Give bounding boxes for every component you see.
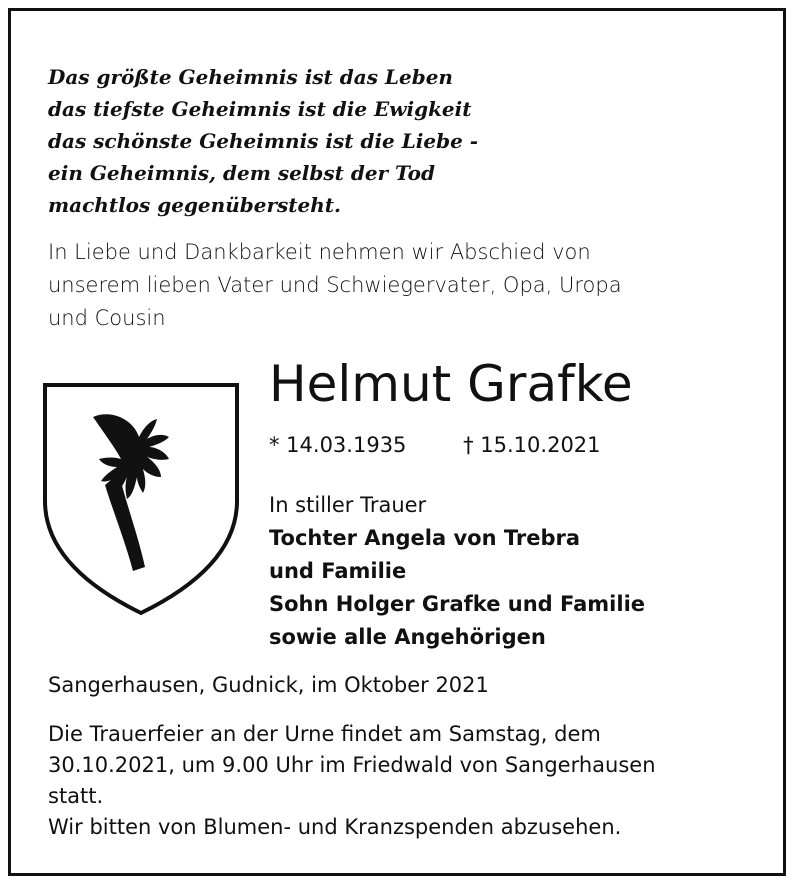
mourner-line: sowie alle Angehörigen [269, 625, 546, 649]
poem [48, 61, 478, 221]
mourner-line: Tochter Angela von Trebra [269, 526, 581, 550]
service-line: Die Trauerfeier an der Urne findet am Samstag, dem [48, 722, 601, 746]
service-line: Wir bitten von Blumen- und Kranzspenden abzusehen. [48, 815, 622, 839]
death-date: † 15.10.2021 [463, 433, 601, 457]
obituary-card [8, 8, 786, 876]
service-line: 30.10.2021, um 9.00 Uhr im Friedwald von Sangerhausen [48, 753, 656, 777]
mourner-line: und Familie [269, 559, 407, 583]
poem-line: ein Geheimnis, dem selbst der Tod [48, 161, 435, 185]
life-dates [269, 433, 601, 457]
place-date: Sangerhausen, Gudnick, im Oktober 2021 [48, 673, 489, 697]
mourners-heading: In stiller Trauer [269, 493, 427, 517]
intro-text [48, 236, 622, 335]
birth-date: * 14.03.1935 [269, 433, 407, 457]
intro-line: unserem lieben Vater und Schwiegervater, Opa, Uropa [48, 273, 622, 297]
poem-line: das tiefste Geheimnis ist die Ewigkeit [48, 97, 472, 121]
mourner-line: Sohn Holger Grafke und Familie [269, 592, 646, 616]
intro-line: und Cousin [48, 306, 166, 330]
antler-shield-icon [41, 381, 241, 616]
intro-line: In Liebe und Dankbarkeit nehmen wir Abschied von [48, 240, 591, 264]
poem-line: Das größte Geheimnis ist das Leben [48, 65, 453, 89]
poem-line: machtlos gegenübersteht. [48, 193, 341, 217]
mourners-block [269, 489, 645, 654]
service-line: statt. [48, 784, 104, 808]
poem-line: das schönste Geheimnis ist die Liebe - [48, 129, 479, 153]
deceased-name: Helmut Grafke [269, 355, 633, 413]
service-info [48, 719, 656, 843]
